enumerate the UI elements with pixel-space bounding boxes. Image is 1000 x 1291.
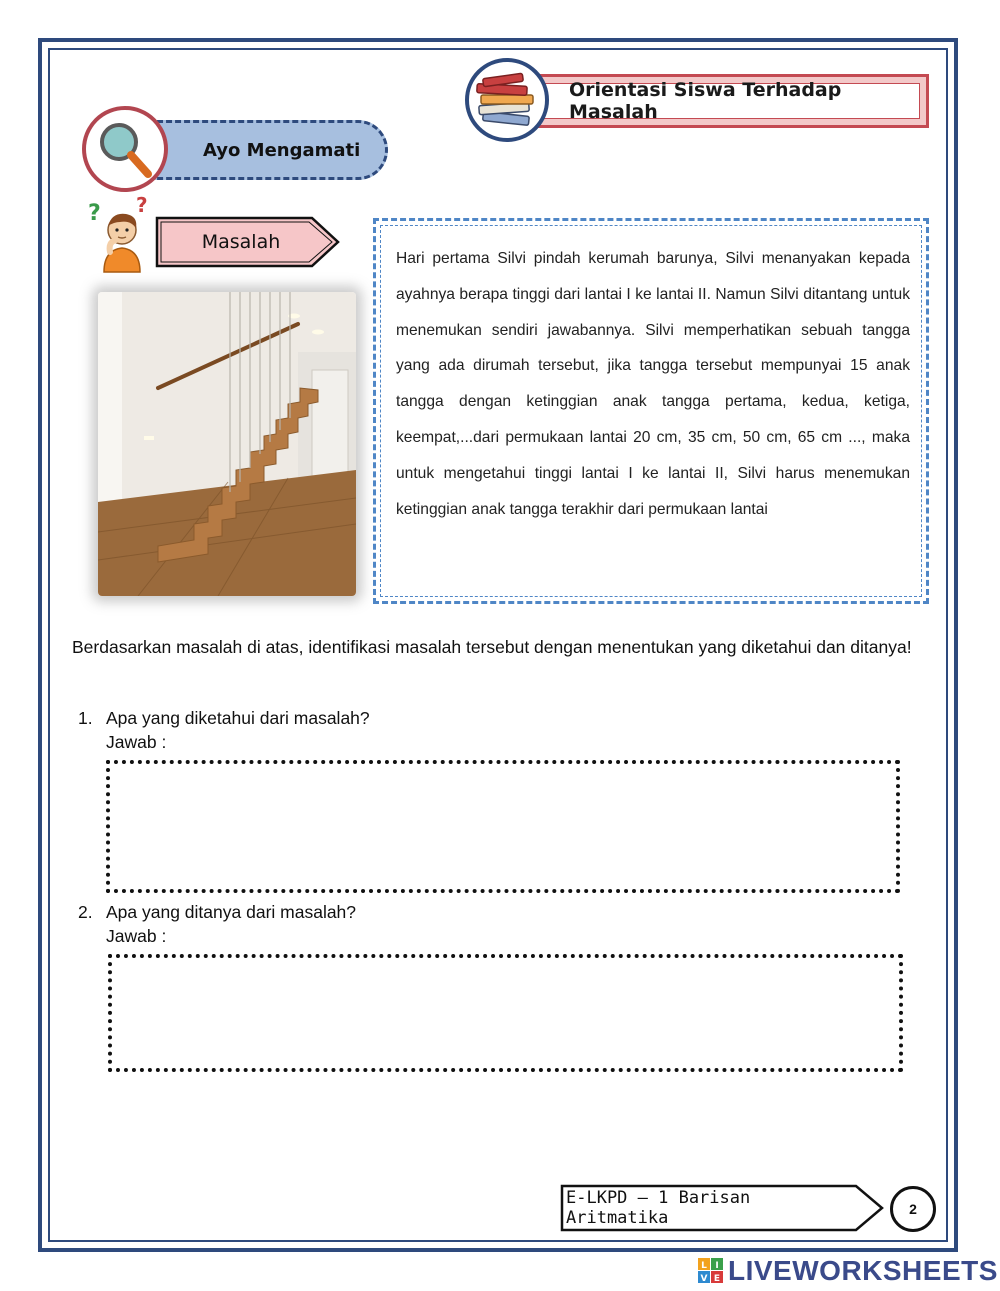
header-badge xyxy=(535,74,929,128)
answer-label: Jawab : xyxy=(106,732,167,752)
answer-1-input[interactable] xyxy=(106,760,900,893)
answer-2-input[interactable] xyxy=(108,954,903,1072)
question-number: 2. xyxy=(78,902,93,922)
liveworksheets-text: LIVEWORKSHEETS xyxy=(728,1255,998,1286)
staircase-photo xyxy=(98,292,356,596)
footer-label: E-LKPD – 1 Barisan Aritmatika xyxy=(566,1188,751,1228)
logo-letter-l: L xyxy=(701,1261,707,1271)
magnifier-icon xyxy=(82,106,168,192)
question-1 xyxy=(78,706,370,754)
answer-label: Jawab : xyxy=(106,926,167,946)
question-text: Apa yang ditanya dari masalah? xyxy=(106,902,357,922)
logo-letter-e: E xyxy=(713,1274,721,1284)
liveworksheets-logo[interactable] xyxy=(698,1256,998,1286)
logo-letter-i: I xyxy=(715,1261,719,1271)
question-2 xyxy=(78,900,356,948)
logo-letter-v: V xyxy=(700,1274,708,1284)
svg-text:?: ? xyxy=(136,196,148,217)
problem-text: Hari pertama Silvi pindah kerumah barunya, Silvi menanyakan kepada ayahnya berapa tinggi dari lantai I ke lantai II. Namun Silvi ditantang untuk menemukan sendiri jawabannya. Silvi memperhatikan sebuah tangga yang ada dirumah tersebut, jika tangga tersebut mempunyai 15 anak tangga dengan ketinggian anak tangga pertama, kedua, ketiga, keempat,...dari permukaan lantai 20 cm, 35 cm, 50 cm, 65 cm ..., maka untuk mengetahui tinggi lantai I ke lantai II, Silvi harus menemukan ketinggian anak tangga terakhir dari permukaan lantai xyxy=(396,250,910,518)
header-title: Orientasi Siswa Terhadap Masalah xyxy=(544,83,920,119)
svg-text:?: ? xyxy=(88,201,101,226)
page-number: 2 xyxy=(890,1186,936,1232)
section-label: Ayo Mengamati xyxy=(138,120,388,180)
question-number: 1. xyxy=(78,708,93,728)
masalah-tag: Masalah xyxy=(201,231,281,253)
thinking-boy-icon xyxy=(86,196,156,276)
liveworksheets-icon xyxy=(698,1258,724,1284)
books-icon xyxy=(465,58,549,142)
question-text: Apa yang diketahui dari masalah? xyxy=(106,708,370,728)
instruction-text: Berdasarkan masalah di atas, identifikasi masalah tersebut dengan menentukan yang diketahui dan ditanya! xyxy=(72,637,912,657)
problem-box xyxy=(373,218,929,604)
